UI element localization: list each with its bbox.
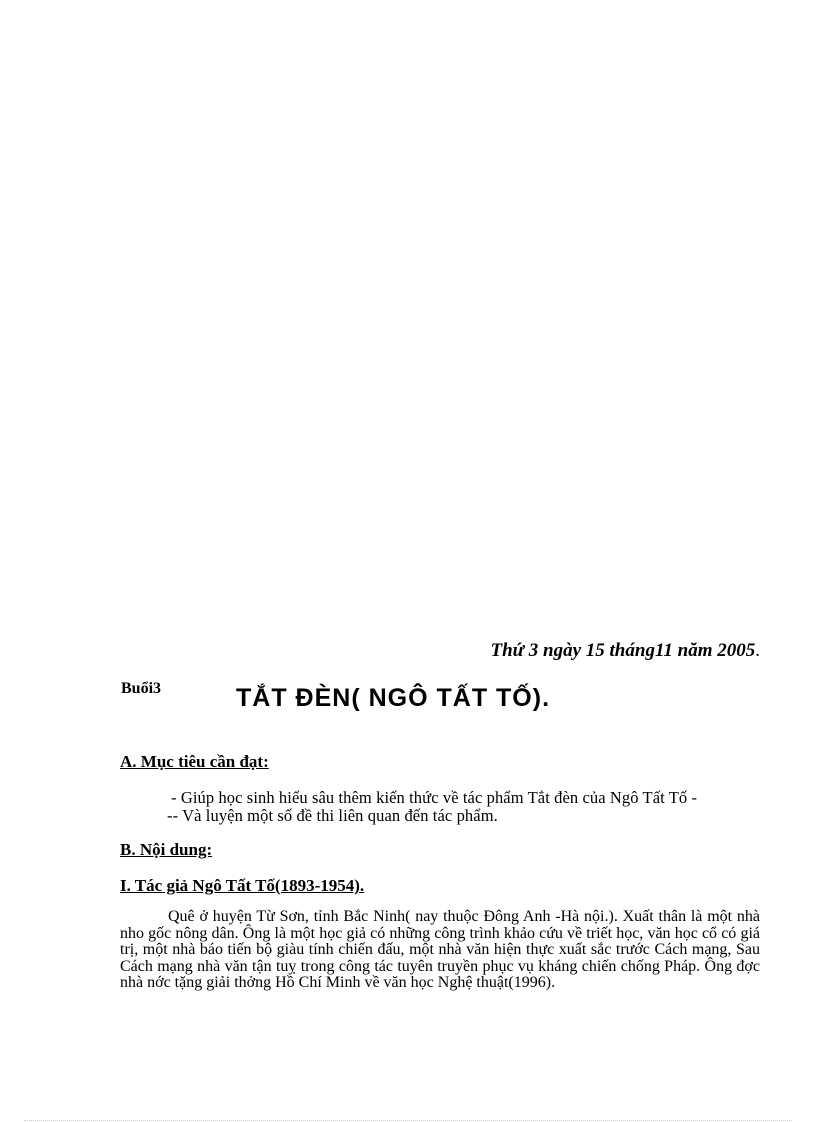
page-title: TẮT ĐÈN( NGÔ TẤT TỐ). <box>236 684 551 712</box>
section-a-heading: A. Mục tiêu cần đạt: <box>120 752 269 771</box>
goal-line-2: -- Và luyện một số đề thi liên quan đến tác phẩm. <box>167 806 498 825</box>
date-line <box>440 640 760 662</box>
section-1-heading: I. Tác giả Ngô Tất Tố(1893-1954). <box>120 876 365 895</box>
session-label: Buổi3 <box>121 680 162 697</box>
section-b-heading: B. Nội dung: <box>120 840 213 859</box>
goal-line-1: - Giúp học sinh hiểu sâu thêm kiến thức về tác phẩm Tắt đèn của Ngô Tất Tố - <box>171 788 698 807</box>
page-bottom-divider <box>24 1120 792 1121</box>
date-period: . <box>755 640 760 661</box>
date-text: Thứ 3 ngày 15 tháng11 năm 2005 <box>490 640 756 661</box>
author-paragraph: Quê ở huyện Từ Sơn, tỉnh Bắc Ninh( nay thuộc Đông Anh -Hà nội.). Xuất thân là một nhà nho gốc nông dân. Ông là một học giả có những công trình khảo cứu về triết học, văn học cổ có giá trị, một nhà báo tiến bộ giàu tính chiến đấu, một nhà văn hiện thực xuất sắc trước Cách mạng, Sau Cách mạng nhà văn tận tuỵ trong công tác tuyên truyền phục vụ kháng chiến chống Pháp. Ông đợc nhà nớc tặng giải thởng Hồ Chí Minh về văn học Nghệ thuật(1996). <box>120 908 760 991</box>
